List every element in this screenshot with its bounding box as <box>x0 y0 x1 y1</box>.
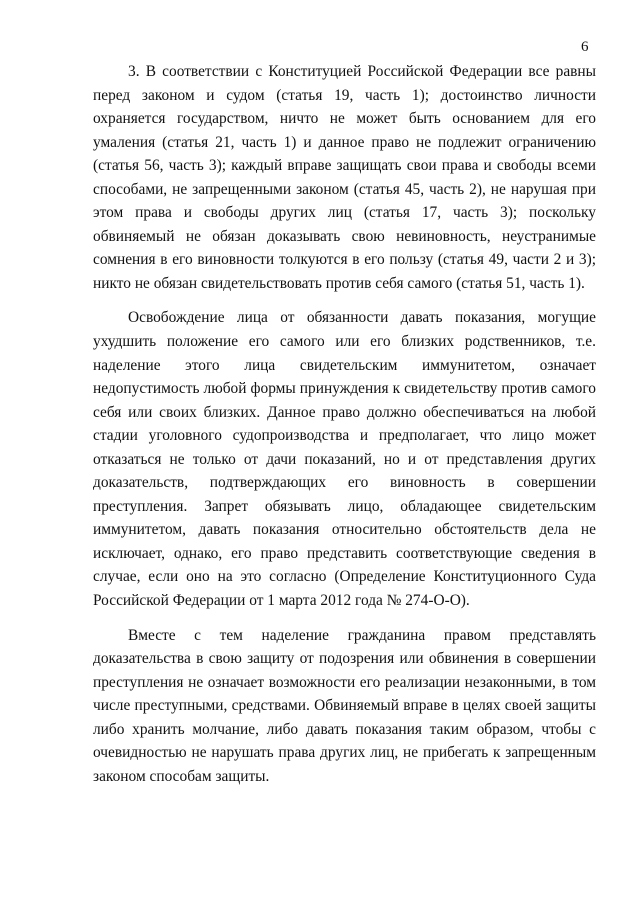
body-text <box>93 60 596 788</box>
paragraph-lawful-defense: Вместе с тем наделение гражданина правом представлять доказательства в свою защиту от подозрения или обвинения в совершении преступления не означает возможности его реализации незаконными, в том числе преступными, средствами. Обвиняемый вправе в целях своей защиты либо хранить молчание, либо давать показания таким образом, чтобы с очевидностью не нарушать права других лиц, не прибегать к запрещенным законом способам защиты. <box>93 626 596 785</box>
paragraph-witness-immunity: Освобождение лица от обязанности давать показания, могущие ухудшить положение его самого или его близких родственников, т.е. наделение этого лица свидетельским иммунитетом, означает недопустимость любой формы принуждения к свидетельству против самого себя или своих близких. Данное право должно обеспечиваться на любой стадии уголовного судопроизводства и предполагает, что лицо может отказаться не только от дачи показаний, но и от представления других доказательств, подтверждающих его виновность в совершении преступления. Запрет обязывать лицо, обладающее свидетельским иммунитетом, давать показания относительно обстоятельств дела не исключает, однако, его право представить соответствующие сведения в случае, если оно на это согласно (Определение Конституционного Суда Российской Федерации от 1 марта 2012 года № 274-О-О). <box>93 309 596 610</box>
page-number: 6 <box>581 39 589 55</box>
paragraph-constitution-rights: 3. В соответствии с Конституцией Российской Федерации все равны перед законом и судом (статья 19, часть 1); достоинство личности охраняется государством, ничто не может быть основанием для его умаления (статья 21, часть 1) и данное право не подлежит ограничению (статья 56, часть 3); каждый вправе защищать свои права и свободы всеми способами, не запрещенными законом (статья 45, часть 2), не нарушая при этом права и свободы других лиц (статья 17, часть 3); поскольку обвиняемый не обязан доказывать свою невиновность, неустранимые сомнения в его виновности толкуются в его пользу (статья 49, части 2 и 3); никто не обязан свидетельствовать против себя самого (статья 51, часть 1). <box>93 63 596 292</box>
